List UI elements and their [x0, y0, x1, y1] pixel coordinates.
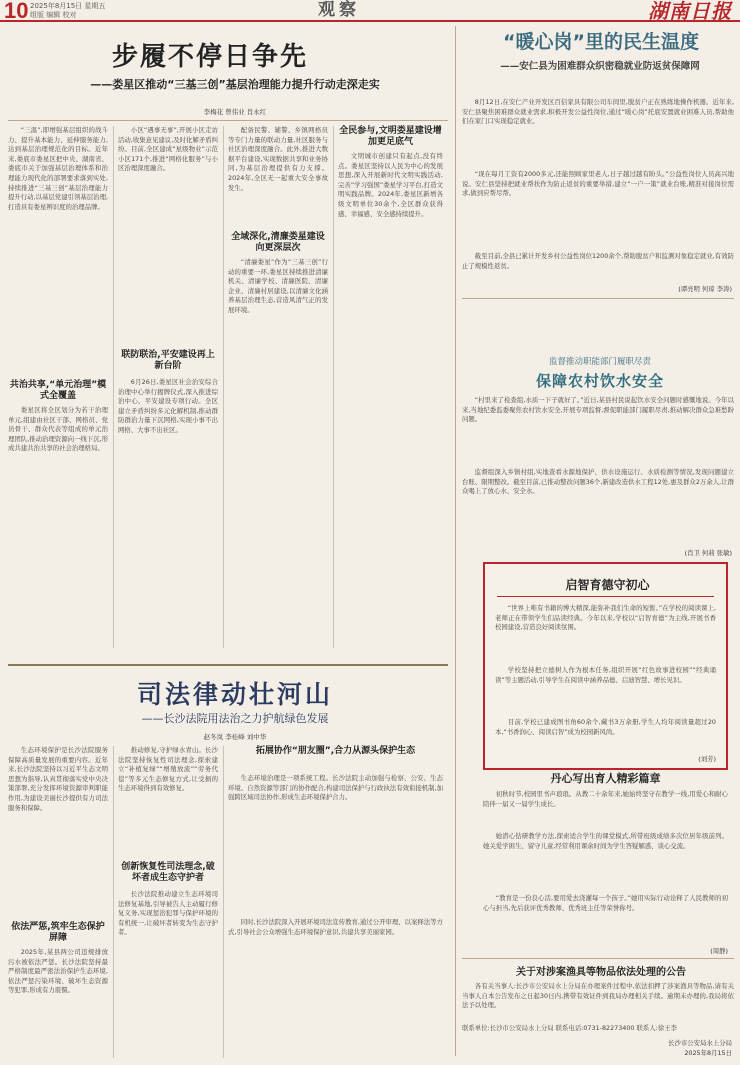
court-col2-heading: 创新恢复性司法理念,破坏者成生态守护者 [121, 862, 215, 883]
masthead [0, 0, 740, 22]
court-col2 [118, 746, 218, 856]
lead-subheadline: ——娄星区推动“三基三创”基层治理能力提升行动走深走实 [90, 78, 380, 91]
box-headline: 启智育德守初心 [565, 578, 650, 592]
court-col1-text: 生态环境保护是长沙法院服务保障高质量发展的重要内容。近年来,长沙法院坚持以习近平生态文明思想为指导,认真贯彻落实党中央决策部署,充分发挥环境资源审判职能作用,为建设美丽长沙提供有力司法服务和保障。 [8, 746, 108, 812]
warm-bottom-rule [462, 298, 734, 299]
lead-col3-text: 配备民警、辅警、乡镇网格员等专门力量的联动力量,社区服务与社区治理深度融合。此外,推进大数据平台建设,实现数据共享和业务协同,为基层治理提供有力支撑。2024年,全区无一起重大安全事故发生。 [228, 126, 328, 192]
featured-box [483, 562, 728, 770]
newspaper-logo: 湖南日报 [648, 0, 732, 23]
lead-col3-heading: 全域深化,清廉娄星建设向更深层次 [231, 232, 325, 253]
section-title: 观察 [318, 0, 360, 20]
box-para-1 [495, 604, 716, 664]
rural-para-1 [462, 396, 734, 466]
notice-contact [462, 1024, 734, 1036]
box-signature: (刘芳) [698, 755, 716, 763]
nurture-signature: (周静) [710, 947, 728, 955]
lead-divider-3 [333, 126, 334, 648]
lead-col3 [228, 126, 328, 226]
court-col1b [8, 948, 108, 1058]
court-byline: 赵冬岚 李桂峰 刘中华 [203, 733, 267, 741]
warm-para-3-text: 截至目前,全县已累计开发乡村公益性岗位1200余个,帮助脱贫户和监测对象稳定就业,有效防止了规模性返贫。 [462, 252, 734, 270]
court-col2b-text: 长沙法院推动建立生态环境司法修复基地,引导被告人主动履行修复义务,实现惩治犯罪与保护环境的有机统一,让破坏者转变为生态守护者。 [118, 890, 218, 937]
date-text: 2025年8月15日 星期五 [30, 2, 106, 10]
rural-para-2-text: 监督组深入乡镇村组,实地查看水源地保护、供水设施运行、水质检测等情况,发现问题建立台账、限期整改。截至目前,已推动整改问题36个,新建改造供水工程12处,惠及群众2万余人,让群众喝上了放心水、安全水。 [462, 468, 734, 496]
court-top-rule [8, 664, 448, 666]
court-col3-text: 生态环境治理是一项系统工程。长沙法院主动加强与检察、公安、生态环境、自然资源等部门的协作配合,构建司法保护与行政执法有效衔接机制,加强跨区域司法协作,形成生态环境保护合力。 [228, 774, 443, 802]
warm-para-1 [462, 98, 734, 168]
lead-byline: 李梅花 曾伟业 肖永红 [203, 108, 267, 116]
notice-headline: 关于对涉案渔具等物品依法处理的公告 [516, 967, 686, 978]
rural-para-2 [462, 468, 734, 548]
warm-signature: (谭亮明 何琼 李涛) [678, 285, 732, 293]
court-divider-2 [223, 746, 224, 1058]
warm-para-1-text: 8月12日,在安仁产业开发区百信家具有限公司车间里,脱贫户正在熟练地操作机器。近年来,安仁县聚焦困难群众就业需求,积极开发公益性岗位,通过“暖心岗”托底安置就业困难人员,帮助他们在家门口实现稳定就业。 [462, 98, 734, 126]
lead-col2 [118, 126, 218, 336]
box-para-2 [495, 666, 716, 716]
lead-col1b-text: 娄星区将全区划分为若干治理单元,组建由社区干部、网格员、党员骨干、群众代表等组成的单元治理团队,推动治理资源向一线下沉,形成共建共治共享的社会治理格局。 [8, 406, 108, 453]
notice-contact-text: 联系单位:长沙市公安局水上分局 联系电话:0731-82273400 联系人:徐王李 [462, 1024, 677, 1032]
lead-col3b [228, 258, 328, 648]
lead-col1 [8, 126, 108, 376]
notice-body [462, 982, 734, 1022]
court-col1 [8, 746, 108, 916]
notice-body-text: 各有关当事人:长沙市公安局水上分局在办理案件过程中,依法扣押了涉案渔具等物品,请有关当事人自本公告发布之日起30日内,携带有效证件到我局办理相关手续。逾期未办理的,我局将依法予以处理。 [462, 982, 734, 1010]
rural-para-1-text: “村里来了检查组,水质一下子就好了。”近日,某县村民说起饮水安全问题时感慨地说。今年以来,当地纪委监委聚焦农村饮水安全,开展专项监督,督促职能部门履职尽责,推动解决群众急难愁盼问题。 [462, 396, 734, 424]
warm-subheadline: ——安仁县为困难群众织密稳就业防返贫保障网 [500, 61, 700, 72]
lead-col4-heading: 全民参与,文明娄星建设增加更足底气 [339, 126, 442, 147]
lead-col3b-text: “清廉娄星”作为“三基三创”行动的重要一环,娄星区持续推进清廉机关、清廉学校、清廉医院、清廉企业、清廉村居建设,以清廉文化涵养基层治理生态,营造风清气正的发展环境。 [228, 258, 328, 314]
court-col3 [228, 774, 443, 914]
lead-divider-1 [113, 126, 114, 648]
rural-kicker: 监督推动职能部门履职尽责 [548, 357, 651, 367]
box-para-2-text: 学校坚持把立德树人作为根本任务,组织开展“红色故事进校园”“经典诵读”等主题活动,引导学生在阅读中涵养品德、启迪智慧、增长见识。 [495, 666, 716, 684]
rural-signature: (肖卫 何莉 张敏) [684, 549, 732, 557]
lead-col1-text: “三温”,即增强基层组织的战斗力、提升基本能力、延伸服务能力,达到基层治理规范化的目标。近年来,娄底市娄星区把中央、湖南省、娄底市关于加强基层治理体系和治理能力现代化的部署要求落到实处,持续推进“三基三创”基层治理能力提升行动,以基层党建引领基层治理,打造具有娄星辨识度的治理品牌。 [8, 126, 108, 211]
lead-col4 [338, 152, 443, 648]
court-col1b-text: 2025年,某县两公司违规排放污水被依法严惩。长沙法院坚持最严格制度最严密法治保护生态环境,依法严惩污染环境、破坏生态资源等犯罪,形成有力震慑。 [8, 948, 108, 995]
court-col3-heading: 拓展协作“朋友圈”,合力从源头保护生态 [255, 746, 416, 756]
box-title-rule [497, 596, 714, 597]
nurture-para-1 [483, 790, 728, 830]
rural-headline: 保障农村饮水安全 [535, 372, 664, 390]
nurture-para-1-text: 初秋时节,校园里书声琅琅。从教二十余年来,她始终坚守在教学一线,用爱心和耐心陪伴一届又一届学生成长。 [483, 790, 728, 808]
court-col2b [118, 890, 218, 1058]
nurture-headline: 丹心写出育人精彩篇章 [550, 772, 661, 785]
page-number: 10 [4, 0, 29, 23]
lead-divider-2 [223, 126, 224, 648]
notice-org: 长沙市公安局水上分局 [668, 1039, 732, 1047]
lead-col2b [118, 378, 218, 648]
date-line [30, 2, 105, 20]
lead-col2-text: 小区“遇事无事”,开展小区走访活动,收集意见建议,及时化解矛盾纠纷。目前,全区建成“星级物业”示范小区171个,推进“网格化服务”与小区治理深度融合。 [118, 126, 218, 173]
lead-col1-heading: 共治共享,“单元治理”模式全覆盖 [9, 380, 107, 401]
nurture-para-2 [483, 832, 728, 892]
court-headline: 司法律动壮河山 [136, 680, 333, 709]
warm-para-2-text: “现在每月工资有2000多元,还能照顾家里老人,日子越过越有盼头。”公益性岗位人员高兴地说。安仁县坚持把就业帮扶作为防止返贫的重要举措,建立“一户一策”就业台账,精准对接岗位需求,做到应帮尽帮。 [462, 170, 734, 198]
warm-para-3 [462, 252, 734, 282]
court-col3b [228, 918, 443, 1058]
edition-text: 组版 编辑 校对 [30, 11, 77, 19]
notice-date: 2025年8月15日 [684, 1049, 732, 1057]
page-divider [455, 26, 456, 1056]
nurture-para-3-text: “教育是一份良心活,要用爱去浇灌每一个孩子。”她用实际行动诠释了人民教师的初心与担当,先后获评优秀教师、优秀班主任等荣誉称号。 [483, 894, 728, 912]
court-col1-heading: 依法严惩,筑牢生态保护屏障 [11, 922, 105, 943]
box-para-1-text: “世界上唯有书籍的博大精深,能弥补我们生命的短暂。”在学校的阅读课上,老师正在带领学生们品读经典。今年以来,学校以“启智育德”为主线,开展书香校园建设,营造良好阅读氛围。 [495, 604, 716, 632]
court-col3b-text: 同时,长沙法院深入开展环境司法宣传教育,通过公开审理、以案释法等方式,引导社会公众增强生态环境保护意识,共建共享美丽家园。 [228, 918, 443, 936]
nurture-para-3 [483, 894, 728, 944]
lead-headline: 步履不停日争先 [111, 42, 308, 72]
court-subheadline: ——长沙法院用法治之力护航绿色发展 [141, 712, 329, 725]
box-para-3-text: 目前,学校已建成图书角60余个,藏书3万余册,学生人均年阅读量超过20本,“书香润心、阅读启智”成为校园新风尚。 [495, 718, 716, 736]
nurture-para-2-text: 她潜心钻研教学方法,探索适合学生的课堂模式,所带班级成绩多次位居年级前列。她关爱学困生、留守儿童,经常利用课余时间为学生答疑解惑、谈心交流。 [483, 832, 728, 850]
lead-col2b-text: 6月26日,娄星区社会治安综合治理中心举行揭牌仪式,深入推进综治中心、平安建设专项行动。全区建立矛盾纠纷多元化解机制,推动群防群治力量下沉网格,实现小事不出网格、大事不出社区。 [118, 378, 218, 434]
warm-para-2 [462, 170, 734, 250]
lead-col2-heading: 联防联治,平安建设再上新台阶 [121, 350, 215, 371]
court-col2-text: 推动修复,守护绿水青山。长沙法院坚持恢复性司法理念,探索建立“补植复绿”“增殖放流”“劳务代偿”等多元生态修复方式,让受损的生态环境得到有效修复。 [118, 746, 218, 793]
nurture-bottom-rule [462, 958, 734, 959]
lead-col1b [8, 406, 108, 650]
lead-top-rule [8, 120, 448, 121]
court-divider-1 [113, 746, 114, 1058]
box-para-3 [495, 718, 716, 752]
lead-col4-text: 文明城市创建只有起点,没有终点。娄星区坚持以人民为中心的发展思想,深入开展新时代文明实践活动,完善“学习强国”娄星学习平台,打造文明实践品牌。2024年,娄星区新增各级文明单位30余个,全区群众获得感、幸福感、安全感持续提升。 [338, 152, 443, 218]
warm-headline: “暖心岗”里的民生温度 [503, 31, 699, 53]
